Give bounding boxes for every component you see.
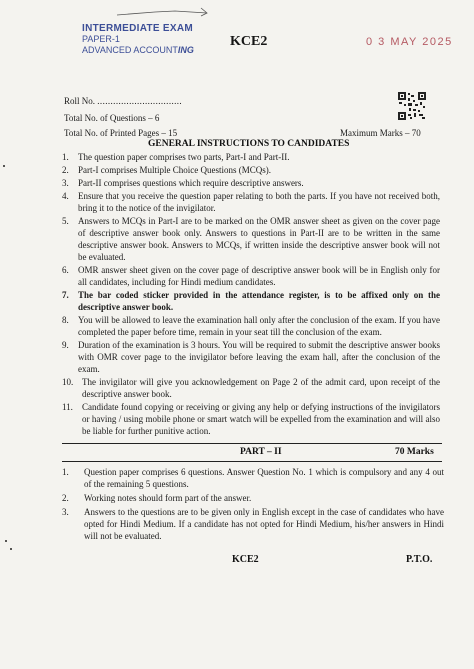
stamp-line-3b: ING — [177, 45, 194, 55]
section-divider — [62, 461, 442, 462]
item-number: 5. — [62, 216, 69, 226]
footer-paper-code: KCE2 — [232, 554, 259, 565]
item-text: Candidate found copying or receiving or giving any help or defying instructions of the invigilators or having / using mobile phone or smart watch will be expelled from the examination and will also be liable for further punitive action. — [82, 402, 440, 436]
list-item — [62, 264, 440, 288]
list-item — [62, 215, 440, 263]
scan-speck — [5, 540, 7, 542]
item-text: You will be allowed to leave the examination hall only after the conclusion of the exam. If you have completed the paper before time, remain in your seat till the conclusion of the exam. — [78, 315, 440, 337]
total-pages: Total No. of Printed Pages – 15 — [64, 128, 178, 138]
item-number: 3. — [62, 507, 69, 517]
item-number: 1. — [62, 152, 69, 162]
list-item — [62, 190, 440, 214]
item-number: 8. — [62, 315, 69, 325]
exam-stamp — [82, 23, 194, 56]
instructions-heading: GENERAL INSTRUCTIONS TO CANDIDATES — [148, 139, 350, 149]
list-item — [62, 151, 440, 163]
item-text: Answers to the questions are to be given only in English except in the case of candidates who have opted for Hindi Medium. If a candidate has not opted for Hindi Medium, his/her answers in Hindi will not be evaluated. — [84, 507, 444, 541]
general-instructions-list — [62, 151, 440, 438]
item-number: 2. — [62, 493, 69, 503]
item-number: 2. — [62, 165, 69, 175]
item-number: 4. — [62, 191, 69, 201]
item-text: Part-II comprises questions which require descriptive answers. — [78, 178, 304, 188]
item-text: Ensure that you receive the question paper relating to both the parts. If you have not received both, bring it to the notice of the invigilator. — [78, 191, 440, 213]
item-text: Answers to MCQs in Part-I are to be marked on the OMR answer sheet as given on the cover page of descriptive answer book only. Answers to questions in Part-II are to be written in the same descriptive answer book. Answers to MCQs, if written inside the descriptive answer book will not be evaluated. — [78, 216, 440, 262]
item-text: The bar coded sticker provided in the attendance register, is to be affixed only on the descriptive answer book. — [78, 290, 440, 312]
list-item — [62, 506, 444, 542]
stamp-line-2: PAPER-1 — [82, 34, 120, 44]
item-number: 11. — [62, 402, 73, 412]
part-two-instructions-list — [62, 466, 444, 544]
qr-code-icon — [398, 92, 426, 120]
list-item — [62, 177, 440, 189]
please-turn-over: P.T.O. — [406, 554, 433, 565]
scan-speck — [3, 165, 5, 167]
roll-number-line — [64, 96, 182, 106]
roll-number-blank: ................................ — [97, 96, 183, 106]
list-item — [62, 339, 440, 375]
item-text: Working notes should form part of the answer. — [84, 493, 252, 503]
item-number: 6. — [62, 265, 69, 275]
scan-speck — [10, 548, 12, 550]
list-item — [62, 492, 444, 504]
item-number: 10. — [62, 377, 74, 387]
item-number: 3. — [62, 178, 69, 188]
item-text: Question paper comprises 6 questions. Answer Question No. 1 which is compulsory and any 4 out of the remaining 5 questions. — [84, 467, 444, 489]
date-stamp: 0 3 MAY 2025 — [366, 36, 453, 48]
stamp-line-3 — [82, 45, 194, 56]
scan-mark — [115, 6, 210, 18]
item-number: 1. — [62, 467, 69, 477]
item-number: 9. — [62, 340, 69, 350]
stamp-line-3a: ADVANCED ACCOUNT — [82, 45, 178, 55]
paper-code: KCE2 — [230, 34, 268, 49]
list-item — [62, 164, 440, 176]
total-questions: Total No. of Questions – 6 — [64, 113, 160, 123]
item-text: Part-I comprises Multiple Choice Questions (MCQs). — [78, 165, 271, 175]
list-item — [62, 376, 440, 400]
list-item — [62, 466, 444, 490]
section-divider — [62, 443, 442, 444]
stamp-line-1: INTERMEDIATE EXAM — [82, 23, 194, 34]
item-text: Duration of the examination is 3 hours. You will be required to submit the descriptive answer books with OMR cover page to the invigilator before leaving the exam hall, after the conclusion of the exam. — [78, 340, 440, 374]
roll-number-label: Roll No. — [64, 96, 96, 106]
list-item — [62, 289, 440, 313]
part-two-marks: 70 Marks — [395, 447, 434, 457]
maximum-marks: Maximum Marks – 70 — [340, 128, 421, 138]
list-item — [62, 401, 440, 437]
item-text: The invigilator will give you acknowledgement on Page 2 of the admit card, upon receipt of the descriptive answer book. — [82, 377, 440, 399]
item-number: 7. — [62, 290, 69, 300]
item-text: OMR answer sheet given on the cover page of descriptive answer book will be in English only for all candidates, including for Hindi medium candidates. — [78, 265, 440, 287]
item-text: The question paper comprises two parts, Part-I and Part-II. — [78, 152, 290, 162]
list-item — [62, 314, 440, 338]
part-two-title: PART – II — [240, 447, 282, 457]
